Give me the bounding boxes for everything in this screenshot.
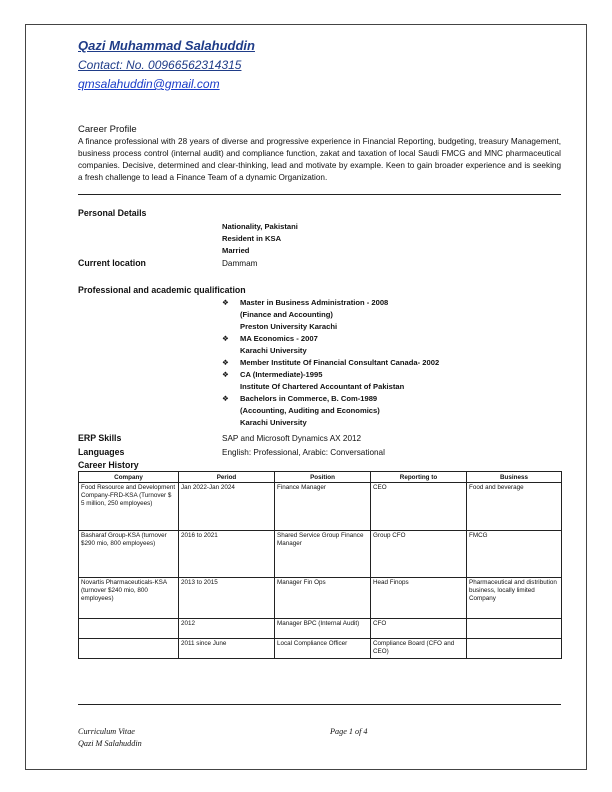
languages-value: English: Professional, Arabic: Conversational xyxy=(222,448,385,457)
personal-nationality: Nationality, Pakistani xyxy=(222,222,298,231)
column-header: Position xyxy=(275,472,371,483)
business-cell xyxy=(467,639,562,659)
qualification-detail: (Finance and Accounting) xyxy=(240,310,333,319)
diamond-bullet-icon: ❖ xyxy=(222,298,229,307)
personal-details-heading: Personal Details xyxy=(78,208,147,218)
business-cell: Pharmaceutical and distribution business, locally limited Company xyxy=(467,578,562,619)
qualification-institution: Preston University Karachi xyxy=(240,322,338,331)
career-profile-text: A finance professional with 28 years of diverse and progressive experience in Financial Reporting, budgeting, treasury Management, business process control (internal audit) and compliance function, zakat and taxation of local Saudi FMCG and MNC pharmaceutical companies. Decisive, determined and clear-thinking, lead and motivate by example. Keen to gain broader experience and is seeking a fresh challenge to lead a Finance Team of a dynamic Organization. xyxy=(78,137,561,182)
qualification-institution: Institute Of Chartered Accountant of Pakistan xyxy=(240,382,405,391)
company-cell xyxy=(79,619,179,639)
languages-label: Languages xyxy=(78,447,125,457)
position-cell: Manager BPC (Internal Audit) xyxy=(275,619,371,639)
reporting-cell: Group CFO xyxy=(371,531,467,578)
position-cell: Shared Service Group Finance Manager xyxy=(275,531,371,578)
business-cell: Food and beverage xyxy=(467,483,562,531)
current-location-value: Dammam xyxy=(222,259,258,268)
qualification-title: MA Economics - 2007 xyxy=(240,334,318,343)
section-divider xyxy=(78,194,561,195)
period-cell: Jan 2022-Jan 2024 xyxy=(179,483,275,531)
reporting-cell: CFO xyxy=(371,619,467,639)
period-cell: 2011 since June xyxy=(179,639,275,659)
company-cell xyxy=(79,639,179,659)
qualification-item xyxy=(222,333,318,357)
company-cell: Food Resource and Development Company-FRD-KSA (Turnover $ 5 million, 250 employees) xyxy=(79,483,179,531)
position-cell: Finance Manager xyxy=(275,483,371,531)
diamond-bullet-icon: ❖ xyxy=(222,394,229,403)
email-link[interactable]: qmsalahuddin@gmail.com xyxy=(78,77,220,91)
position-cell: Local Compliance Officer xyxy=(275,639,371,659)
table-row xyxy=(79,619,562,639)
reporting-cell: Compliance Board (CFO and CEO) xyxy=(371,639,467,659)
qualification-item xyxy=(222,357,439,369)
contact-number: Contact: No. 00966562314315 xyxy=(78,58,242,72)
column-header: Period xyxy=(179,472,275,483)
footer-author: Qazi M Salahuddin xyxy=(78,739,142,748)
column-header: Company xyxy=(79,472,179,483)
qualification-institution: Karachi University xyxy=(240,346,307,355)
reporting-cell: Head Finops xyxy=(371,578,467,619)
qualification-title: CA (Intermediate)-1995 xyxy=(240,370,323,379)
footer-document-title: Curriculum Vitae xyxy=(78,727,135,736)
qualification-item xyxy=(222,393,380,429)
personal-marital-status: Married xyxy=(222,246,250,255)
company-cell: Basharaf Group-KSA (turnover $290 mio, 800 employees) xyxy=(79,531,179,578)
qualification-title: Bachelors in Commerce, B. Com-1989 xyxy=(240,394,378,403)
diamond-bullet-icon: ❖ xyxy=(222,334,229,343)
column-header: Reporting to xyxy=(371,472,467,483)
career-profile-heading: Career Profile xyxy=(78,124,137,135)
qualification-title: Master in Business Administration - 2008 xyxy=(240,298,389,307)
diamond-bullet-icon: ❖ xyxy=(222,358,229,367)
table-row xyxy=(79,578,562,619)
footer-divider xyxy=(78,704,561,705)
current-location-label: Current location xyxy=(78,258,146,268)
period-cell: 2012 xyxy=(179,619,275,639)
reporting-cell: CEO xyxy=(371,483,467,531)
erp-skills-value: SAP and Microsoft Dynamics AX 2012 xyxy=(222,434,362,443)
qualification-item xyxy=(222,369,404,393)
footer-page-number: Page 1 of 4 xyxy=(330,727,368,736)
qualification-heading: Professional and academic qualification xyxy=(78,285,246,295)
business-cell xyxy=(467,619,562,639)
qualification-title: Member Institute Of Financial Consultant Canada- 2002 xyxy=(240,358,440,367)
table-row xyxy=(79,483,562,531)
column-header: Business xyxy=(467,472,562,483)
period-cell: 2016 to 2021 xyxy=(179,531,275,578)
career-history-heading: Career History xyxy=(78,460,139,470)
qualification-institution: Karachi University xyxy=(240,418,307,427)
candidate-name: Qazi Muhammad Salahuddin xyxy=(78,38,255,53)
business-cell: FMCG xyxy=(467,531,562,578)
qualification-item xyxy=(222,297,388,333)
position-cell: Manager Fin Ops xyxy=(275,578,371,619)
table-row xyxy=(79,531,562,578)
company-cell: Novartis Pharmaceuticals-KSA (turnover $240 mio, 800 employees) xyxy=(79,578,179,619)
period-cell: 2013 to 2015 xyxy=(179,578,275,619)
career-history-table xyxy=(78,471,562,659)
table-header-row xyxy=(79,472,562,483)
table-row xyxy=(79,639,562,659)
erp-skills-label: ERP Skills xyxy=(78,433,122,443)
qualification-detail: (Accounting, Auditing and Economics) xyxy=(240,406,380,415)
diamond-bullet-icon: ❖ xyxy=(222,370,229,379)
personal-residency: Resident in KSA xyxy=(222,234,282,243)
